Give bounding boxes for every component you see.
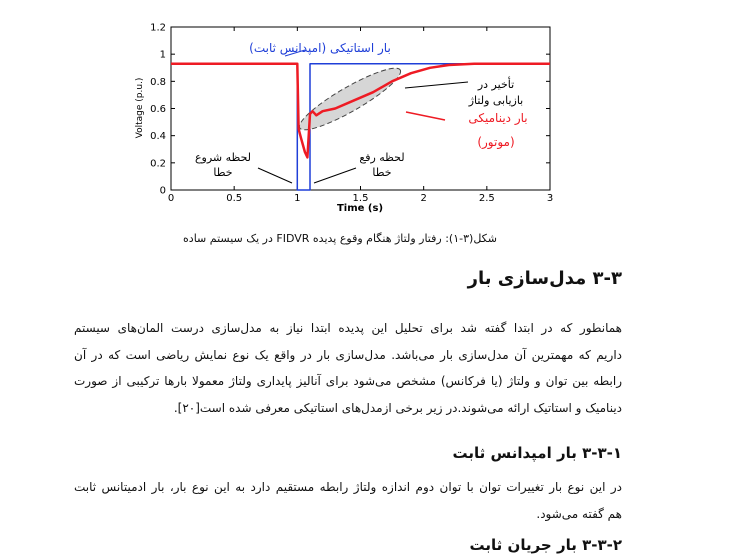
fault-clear-label-2: خطا	[372, 166, 392, 179]
static-load-label: بار استاتیکی (امپدانس ثابت)	[249, 41, 391, 55]
subsection-heading-constant-current: ۳-۳-۲ بار جریان ثابت	[469, 536, 622, 554]
constant-impedance-paragraph	[74, 474, 622, 527]
voltage-figure	[0, 0, 732, 230]
motor-label: (موتور)	[477, 135, 515, 149]
dynamic-load-label: بار دینامیکی	[468, 111, 528, 125]
y-axis-label: Voltage (p.u.)	[135, 77, 145, 139]
y-tick-label: 1	[159, 49, 166, 61]
para-line: در این نوع بار تغییرات توان با توان دوم اندازه ولتاژ رابطه مستقیم دارد به این نوع بار، بار ادمیتانس ثابت	[74, 480, 622, 494]
intro-line: دینامیک و استاتیک ارائه می‌شوند.در زیر برخی ازمدل‌های استاتیکی معرفی شده است[۲۰].	[173, 400, 622, 415]
x-tick-label: 1	[294, 193, 301, 204]
x-tick-label: 0.5	[226, 193, 243, 204]
x-tick-label: 0	[167, 193, 175, 204]
subsection-heading-constant-impedance: ۳-۳-۱ بار امپدانس ثابت	[452, 444, 622, 462]
x-tick-label: 2	[420, 193, 427, 204]
intro-line: داریم که مهمترین آن مدل‌سازی بار می‌باشد. مدل‌سازی بار در واقع یک نوع نمایش ریاضی است که در آن	[74, 347, 622, 362]
y-tick-label: 0	[159, 185, 166, 197]
fault-start-label: لحظه شروع	[194, 151, 252, 164]
y-tick-label: 0.8	[150, 76, 166, 88]
y-tick-label: 1.2	[150, 22, 166, 34]
y-tick-label: 0.2	[150, 158, 166, 170]
intro-line: رابطه بین توان و ولتاژ (یا فرکانس) مشخص می‌شود برای آنالیز پایداری ولتاژ معمولا بارها ترکیبی از صورت	[74, 374, 622, 388]
y-tick-label: 0.6	[150, 104, 166, 115]
x-axis-label: Time (s)	[336, 203, 384, 214]
section-heading: ۳-۳ مدل‌سازی بار	[467, 268, 622, 289]
x-tick-label: 1.5	[352, 193, 369, 204]
figure-caption: شکل(۳-۱): رفتار ولتاژ هنگام وقوع پدیده FIDVR در یک سیستم ساده	[183, 232, 497, 245]
intro-paragraph	[74, 315, 622, 421]
fault-start-label-2: خطا	[213, 166, 233, 179]
y-tick-label: 0.4	[150, 131, 166, 143]
recovery-label: بازیابی ولتاژ	[468, 94, 524, 107]
fault-clear-label: لحظه رفع	[359, 151, 405, 164]
x-tick-label: 2.5	[478, 193, 495, 204]
para-line: هم گفته می‌شود.	[536, 506, 622, 521]
x-tick-label: 3	[546, 193, 554, 204]
intro-line: همانطور که در ابتدا گفته شد برای تحلیل این پدیده ابتدا نیاز به مدل‌سازی درست المان‌های سیستم	[74, 321, 622, 335]
delay-label: تأخیر در	[477, 78, 515, 91]
